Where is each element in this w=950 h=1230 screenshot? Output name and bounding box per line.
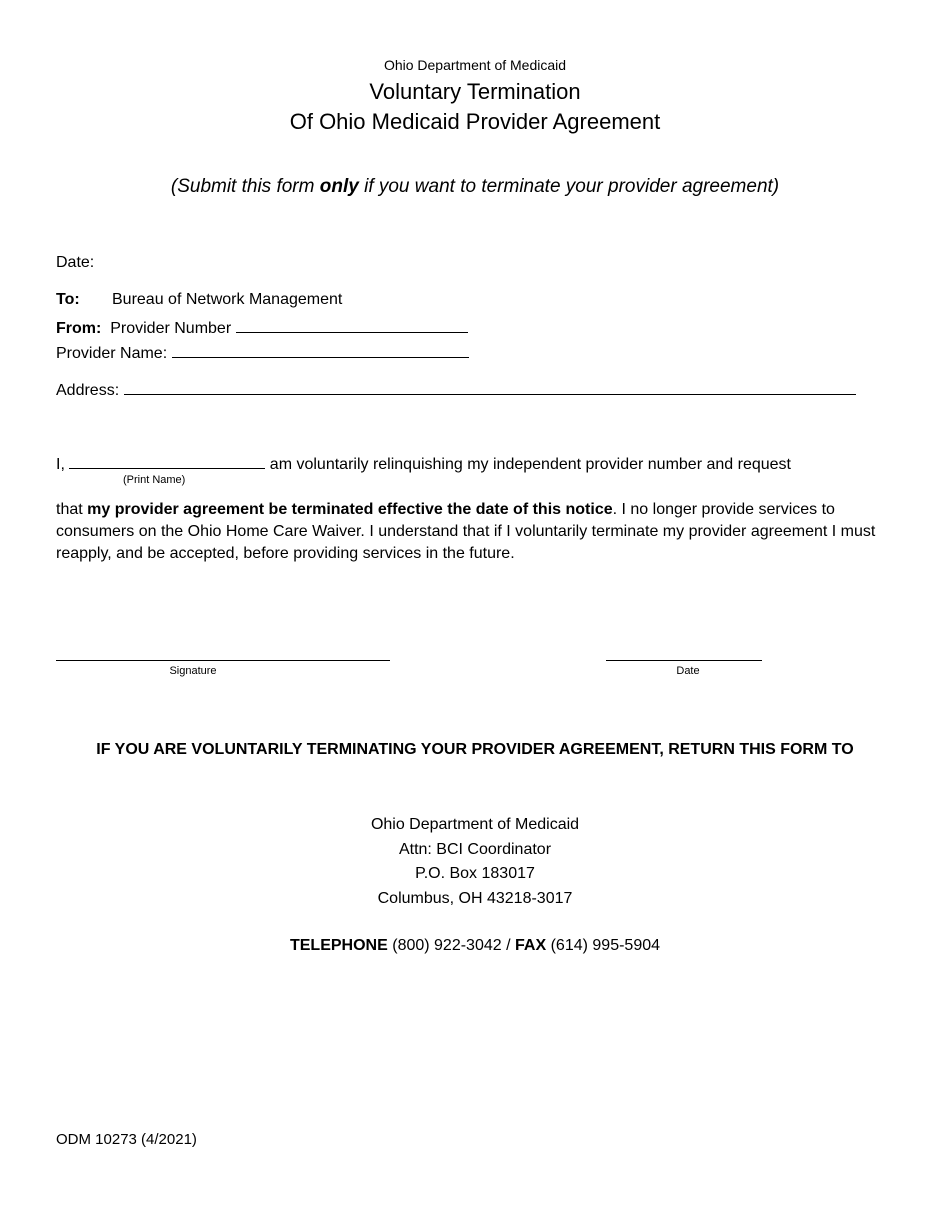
to-value: Bureau of Network Management	[112, 291, 343, 308]
mailing-address	[0, 813, 950, 911]
para-after: . I no longer provide services to consumers on the Ohio Home Care Waiver. I understand that if I voluntarily terminate my provider agreement I must reapply, and be accepted, before providing services in the future.	[56, 501, 876, 562]
provider-name-label: Provider Name:	[56, 345, 168, 362]
contact-separator: /	[506, 937, 511, 954]
contact-numbers	[0, 937, 950, 955]
provider-name-field[interactable]	[172, 341, 469, 358]
statement-prefix: I,	[56, 456, 65, 473]
address-line: Columbus, OH 43218-3017	[377, 889, 573, 907]
provider-number-label: Provider Number	[110, 320, 232, 337]
signature-date-field[interactable]	[606, 640, 762, 661]
address-line: Attn: BCI Coordinator	[398, 840, 552, 858]
form-title-line-1: Voluntary Termination	[369, 79, 581, 104]
termination-paragraph	[56, 499, 901, 565]
instruction-after: if you want to terminate your provider agreement)	[358, 176, 780, 197]
signature-caption: Signature	[169, 665, 217, 677]
instruction-emphasis: only	[319, 176, 359, 197]
to-label: To:	[56, 291, 80, 308]
form-title-line-2: Of Ohio Medicaid Provider Agreement	[289, 109, 661, 134]
signature-field[interactable]	[56, 640, 390, 661]
address-label: Address:	[56, 382, 120, 399]
para-before: that	[56, 501, 88, 518]
telephone-value: (800) 922-3042	[392, 937, 502, 954]
para-bold: my provider agreement be terminated effective the date of this notice	[87, 501, 613, 518]
from-label: From:	[56, 320, 102, 337]
provider-number-field[interactable]	[236, 316, 468, 333]
print-name-caption: (Print Name)	[123, 474, 186, 486]
fax-label: FAX	[515, 937, 547, 954]
address-line: Ohio Department of Medicaid	[370, 816, 580, 833]
provider-name-row	[56, 341, 469, 363]
relinquish-statement	[56, 452, 791, 474]
submission-instruction	[0, 176, 950, 198]
agency-name: Ohio Department of Medicaid	[383, 57, 567, 73]
date-label: Date:	[56, 254, 95, 271]
instruction-before: (Submit this form	[170, 176, 320, 197]
form-number: ODM 10273 (4/2021)	[56, 1131, 197, 1148]
from-row	[56, 316, 468, 338]
return-heading: IF YOU ARE VOLUNTARILY TERMINATING YOUR PROVIDER AGREEMENT, RETURN THIS FORM TO	[96, 741, 854, 758]
address-field[interactable]	[124, 378, 856, 395]
date-caption: Date	[676, 665, 700, 677]
print-name-field[interactable]	[69, 452, 265, 469]
to-row	[56, 291, 342, 309]
telephone-label: TELEPHONE	[289, 937, 388, 954]
statement-suffix: am voluntarily relinquishing my independent provider number and request	[269, 456, 791, 473]
address-line: P.O. Box 183017	[415, 865, 535, 882]
address-row	[56, 378, 856, 400]
fax-value: (614) 995-5904	[550, 937, 661, 954]
